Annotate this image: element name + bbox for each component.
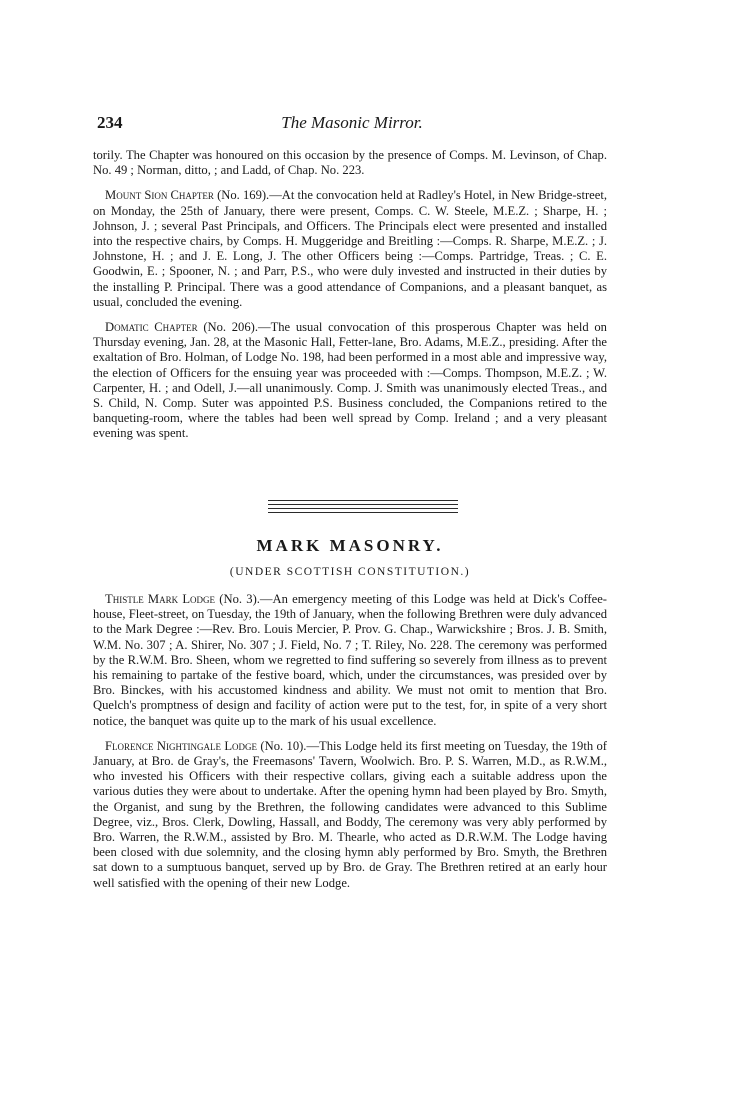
continuation-paragraph xyxy=(93,148,607,178)
mount-sion-text: (No. 169).—At the convocation held at Radley's Hotel, in New Bridge-street, on Monday, the 25th of January, there were present, Comps. C. W. Steele, M.E.Z. ; Sharpe, H. ; Johnson, J. ; several Past Principals, and Officers. The Principals elect were presented and installed into the respective chairs, by Comps. H. Muggeridge and Breitling :—Comps. R. Sharpe, M.E.Z. ; J. Johnstone, H. ; and J. E. Long, J. The other Officers being :—Comps. Partridge, Treas. ; C. E. Goodwin, E. ; Spooner, N. ; and Parr, P.S., who were duly invested and instructed in their duties by the installing P. Principal. There was a good attendance of Companions, and a pleasant banquet, as usual, concluded the evening. xyxy=(93,188,607,309)
section-subheading: (UNDER SCOTTISH CONSTITUTION.) xyxy=(229,566,471,578)
section-divider xyxy=(268,500,458,514)
domatic-text: (No. 206).—The usual convocation of this prosperous Chapter was held on Thursday evening, Jan. 28, at the Masonic Hall, Fetter-lane, Bro. Adams, M.E.Z., presiding. After the exaltation of Bro. Holman, of Lodge No. 198, had been performed in a most able and impressive way, the election of Officers for the ensuing year was proceeded with :—Comps. Thompson, M.E.Z. ; W. Carpenter, H. ; and Odell, J.—all unanimously. Comp. J. Smith was unanimously elected Treas., and S. Child, N. Comp. Suter was appointed P.S. Business concluded, the Companions retired to the banqueting-room, where the tables had been well spread by Comp. Ireland ; and a very pleasant evening was spent. xyxy=(93,320,607,441)
page-number: 234 xyxy=(97,113,123,132)
domatic-heading: Domatic Chapter xyxy=(105,320,198,335)
florence-heading: Florence Nightingale Lodge xyxy=(105,738,258,753)
mount-sion-heading: Mount Sion Chapter xyxy=(105,188,214,203)
thistle-heading: Thistle Mark Lodge xyxy=(105,592,216,606)
top-articles xyxy=(93,148,607,452)
florence-text: (No. 10).—This Lodge held its first meeting on Tuesday, the 19th of January, at Bro. de Gray's, the Freemasons' Tavern, Woolwich. Bro. P. S. Warren, M.D., as R.W.M., who invested his Officers with their respective collars, giving each a suitable address upon the various duties they were about to undertake. After the opening hymn had been played by Bro. Smyth, the Organist, and sung by the Brethren, the following candidates were advanced to this Sublime Degree, viz., Bros. Clerk, Dowling, Hassall, and Boddy, The ceremony was very ably performed by Bro. Warren, the R.W.M., assisted by Bro. M. Thearle, who acted as D.R.W.M. The Lodge having been closed with due solemnity, and the closing hymn ably performed by Bro. Smyth, the Brethren sat down to a sumptuous banquet, served up by Bro. de Gray. The Brethren retired at an early hour well satisfied with the opening of their new Lodge. xyxy=(93,738,607,890)
divider-line xyxy=(268,508,458,509)
florence-paragraph xyxy=(93,739,607,891)
running-head xyxy=(97,113,607,135)
divider-line xyxy=(268,500,458,501)
mount-sion-paragraph xyxy=(93,188,607,310)
thistle-paragraph xyxy=(93,592,607,729)
divider-line xyxy=(268,504,458,505)
bottom-articles xyxy=(93,592,607,901)
journal-title: The Masonic Mirror. xyxy=(281,113,423,132)
thistle-text: (No. 3).—An emergency meeting of this Lodge was held at Dick's Coffee-house, Fleet-street, on Tuesday, the 19th of January, when the following Brethren were duly advanced to the Mark Degree :—Rev. Bro. Louis Mercier, P. Prov. G. Chap., Warwickshire ; Bros. J. B. Smith, W.M. No. 307 ; A. Shirer, No. 307 ; J. Field, No. 7 ; T. Riley, No. 228. The ceremony was performed by the R.W.M. Bro. Sheen, whom we regretted to find suffering so severely from illness as to prevent his remaining to partake of the festive board, which, under the circumstances, was presided over by Bro. Binckes, with his accustomed kindness and ability. We must not omit to mention that Bro. Quelch's promptness of design and facility of action were put to the test, for, in spite of a very short notice, the banquet was quite up to the mark of his usual excellence. xyxy=(93,592,607,728)
section-heading: MARK MASONRY. xyxy=(256,536,444,555)
domatic-paragraph xyxy=(93,320,607,442)
continuation-text: torily. The Chapter was honoured on this occasion by the presence of Comps. M. Levinson, of Chap. No. 49 ; Norman, ditto, ; and Ladd, of Chap. No. 223. xyxy=(93,148,607,178)
divider-line xyxy=(268,512,458,513)
